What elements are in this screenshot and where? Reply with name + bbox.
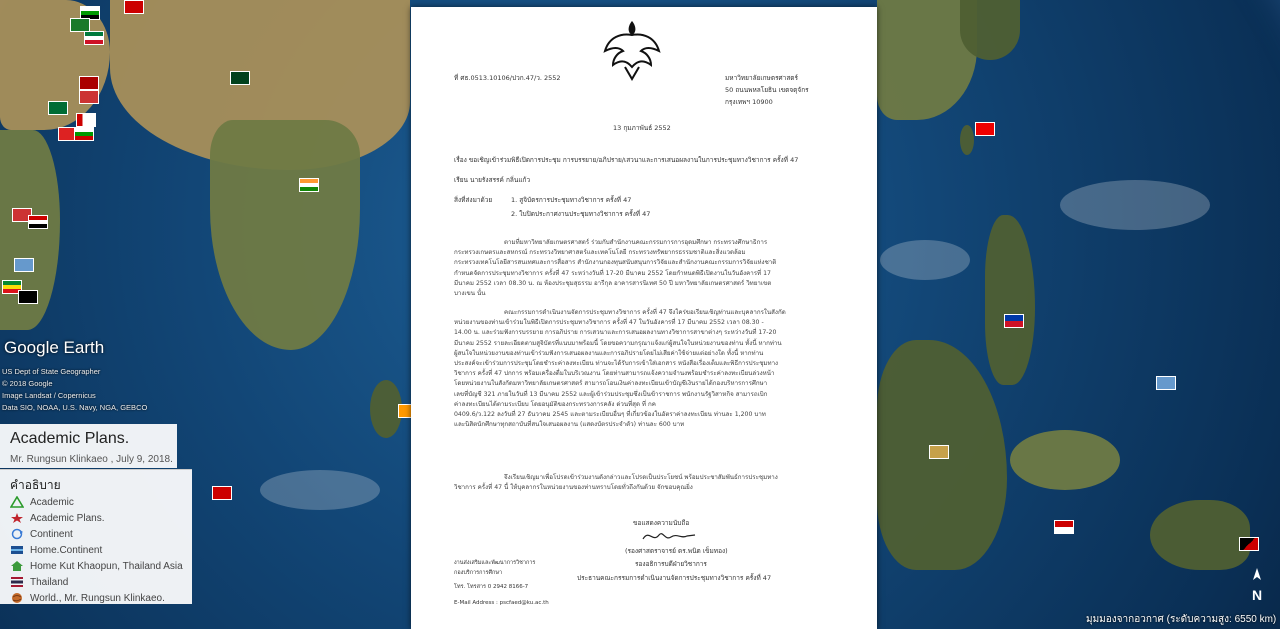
flag-marker[interactable]: [1054, 520, 1074, 534]
tour-info-panel: [0, 424, 177, 468]
imagery-credits: [2, 366, 147, 414]
doc-reference-number: ที่ ศธ.0513.10106/ปวก.47/ว. 2552: [454, 74, 561, 82]
doc-footer-line: โทร. โทรสาร 0 2942 8166-7: [454, 584, 529, 590]
taiwan-landmass: [960, 125, 974, 155]
legend-item-home-kut-khaopun[interactable]: [10, 559, 183, 573]
legend-item-label: Home.Continent: [30, 544, 103, 556]
legend-item-thailand[interactable]: [10, 575, 68, 589]
cloud: [880, 240, 970, 280]
doc-line: เลขที่บัญชี 321 ภายในวันที่ 13 มีนาคม 2552 และผู้เข้าร่วมประชุมซึ่งเป็นข้าราชการ พนักงานรัฐวิสาหกิจ สามารถเบิก: [454, 390, 768, 398]
compass-label: N: [1251, 587, 1263, 603]
doc-line: จึงเรียนเชิญมาเพื่อโปรดเข้าร่วมงานดังกล่าวและโปรดเป็นประโยชน์ พร้อมประชาสัมพันธ์การประชุมทาง: [504, 474, 778, 481]
doc-attachment-item: 1. สูจิบัตรการประชุมทางวิชาการ ครั้งที่ 47: [511, 196, 632, 204]
signature-icon: [639, 527, 699, 545]
doc-line: ค่าลงทะเบียนได้ตามระเบียบ โดยอนุมัติของกระทรวงการคลัง ด่วนที่สุด ที่ กค: [454, 400, 656, 408]
doc-line: และนิสิตนักศึกษาทุกสถาบันที่สนใจเสนอผลงาน (แสดงบัตรประจำตัว) ท่านละ 600 บาท: [454, 421, 685, 429]
flag-marker[interactable]: [18, 290, 38, 304]
garuda-emblem-icon: [601, 17, 663, 83]
doc-line: มีนาคม 2552 รายละเอียดตามสูจิบัตรที่แนบมาพร้อมนี้ โดยขอความกรุณาแจ้งแก่ผู้สนใจในหน่วยงานของท่าน ทั้งนี้ หากท่าน: [454, 339, 782, 347]
flag-marker[interactable]: [14, 258, 34, 272]
legend-title: คำอธิบาย: [10, 478, 61, 492]
doc-paragraph-1: [454, 237, 834, 298]
legend-item-world[interactable]: [10, 591, 165, 605]
legend-item-continent[interactable]: [10, 527, 73, 541]
doc-paragraph-3: [454, 472, 834, 492]
doc-footer-line: กองบริการการศึกษา: [454, 570, 503, 576]
google-earth-logo: Google Earth: [4, 338, 105, 357]
credit-line: Image Landsat / Copernicus: [2, 391, 96, 400]
legend-item-label: Home Kut Khaopun, Thailand Asia: [30, 560, 183, 572]
flag-marker[interactable]: [48, 101, 68, 115]
altitude-status-text: มุมมองจากอวกาศ (ระดับความสูง: 6550 km): [1086, 614, 1277, 625]
doc-line: ผู้สนใจในหน่วยงานของท่านเข้าร่วมฟังการเสนอผลงานและการอภิปรายโดยไม่เสียค่าใช้จ่ายแต่อย่างใด ทั้งนี้ หากท่าน: [454, 349, 764, 357]
triangle-outline-icon: [10, 496, 24, 508]
doc-footer-line: งานส่งเสริมและพัฒนาการวิชาการ: [454, 560, 536, 566]
flag-blue-icon: [10, 544, 24, 556]
flag-marker[interactable]: [84, 31, 104, 45]
doc-closing: ขอแสดงความนับถือ: [633, 519, 690, 527]
flag-marker[interactable]: [74, 127, 94, 141]
doc-line: โดยหน่วยงานในสังกัดมหาวิทยาลัยเกษตรศาสตร์ สามารถโอนเงินค่าลงทะเบียนเข้าบัญชีเงินรายได้กองบริหารการศึกษา: [454, 380, 768, 388]
legend-item-home-continent[interactable]: [10, 543, 102, 557]
doc-line: 0409.6/ว.122 ลงวันที่ 27 ธันวาคม 2545 และตามระเบียบอื่นๆ ที่เกี่ยวข้องในอัตราค่าลงทะเบียน ท่านละ 1,200 บาท: [454, 410, 766, 418]
doc-line: หน่วยงานของท่านเข้าร่วมในพิธีเปิดการประชุมทางวิชาการ ครั้งที่ 47 ในวันอังคารที่ 17 มีนาคม 2552 เวลา 08.30 -: [454, 319, 764, 327]
red-star-icon: [10, 512, 24, 524]
compass-north-icon[interactable]: [1244, 566, 1270, 604]
flag-marker[interactable]: [1239, 537, 1259, 551]
flag-marker-philippines[interactable]: [1004, 314, 1024, 328]
sulawesi-landmass: [1010, 430, 1120, 490]
credit-line: Data SIO, NOAA, U.S. Navy, NGA, GEBCO: [2, 403, 148, 412]
cloud: [260, 470, 380, 510]
doc-org-line: 50 ถนนพหลโยธิน เขตจตุจักร: [725, 86, 809, 94]
credit-line: US Dept of State Geographer: [2, 367, 101, 376]
flag-marker[interactable]: [212, 486, 232, 500]
legend-item-label: Continent: [30, 528, 73, 540]
new-guinea-landmass: [1150, 500, 1250, 570]
legend-panel: [0, 469, 192, 604]
japan-south-landmass: [960, 0, 1020, 60]
doc-date: 13 กุมภาพันธ์ 2552: [613, 124, 671, 132]
doc-line: ตามที่มหาวิทยาลัยเกษตรศาสตร์ ร่วมกับสำนักงานคณะกรรมการการอุดมศึกษา กระทรวงศึกษาธิการ: [504, 239, 768, 246]
flag-marker-india[interactable]: [299, 178, 319, 192]
flag-marker[interactable]: [79, 76, 99, 90]
doc-recipient: เรียน นายรังสรรค์ กลิ่นแก้ว: [454, 176, 531, 184]
legend-item-label: Academic: [30, 496, 74, 508]
doc-line: กระทรวงเทคโนโลยีสารสนเทศและการสื่อสาร สำนักงานกองทุนสนับสนุนการวิจัยและสำนักงานคณะกรรมการวิจัยแห่งชาติ: [454, 259, 777, 267]
legend-item-label: World., Mr. Rungsun Klinkaeo.: [30, 592, 165, 604]
legend-item-academic[interactable]: [10, 495, 74, 509]
flag-marker[interactable]: [76, 113, 96, 127]
cloud: [1060, 180, 1210, 230]
legend-item-academic-plans[interactable]: [10, 511, 104, 525]
globe-icon: [10, 592, 24, 604]
flag-marker-taiwan[interactable]: [975, 122, 995, 136]
legend-item-label: Academic Plans.: [30, 512, 105, 524]
flag-marker[interactable]: [1156, 376, 1176, 390]
doc-paragraph-2: [454, 307, 834, 429]
doc-line: 14.00 น. และร่วมฟังการบรรยาย การอภิปราย การเสวนาและการเสนอผลงานทางวิชาการสาขาต่างๆ ระหว่างวันที่ 17-20: [454, 329, 777, 337]
doc-org-line: กรุงเทพฯ 10900: [725, 98, 773, 106]
flag-marker[interactable]: [79, 90, 99, 104]
doc-line: ประสงค์จะเข้าร่วมการประชุมโดยชำระค่าลงทะเบียน ท่านจะได้รับการเข้าใส่เอกสาร หนังสือเรื่องเต็มและพิธีการประชุมทาง: [454, 359, 779, 367]
doc-signatory-name: (รองศาสตราจารย์ ดร.พนิต เข็มทอง): [625, 547, 728, 555]
tour-title: Academic Plans.: [10, 430, 130, 447]
flag-marker[interactable]: [230, 71, 250, 85]
thai-flag-icon: [10, 576, 24, 588]
invitation-letter-image[interactable]: [411, 7, 877, 629]
doc-attachment-item: 2. ใบปิดประกาศงานประชุมทางวิชาการ ครั้งที่ 47: [511, 210, 651, 218]
flag-marker[interactable]: [929, 445, 949, 459]
doc-line: บางเขน นั้น: [454, 289, 486, 297]
house-icon: [10, 560, 24, 572]
flag-marker[interactable]: [70, 18, 90, 32]
circle-arrow-icon: [10, 528, 24, 540]
flag-marker[interactable]: [124, 0, 144, 14]
doc-signatory-position: รองอธิการบดีฝ่ายวิชาการ: [635, 560, 707, 568]
legend-item-label: Thailand: [30, 576, 69, 588]
doc-line: กำหนดจัดการประชุมทางวิชาการ ครั้งที่ 47 ระหว่างวันที่ 17-20 มีนาคม 2552 โดยกำหนดพิธีเปิดงานในวันอังคารที่ 17: [454, 269, 771, 277]
doc-attachments-label: สิ่งที่ส่งมาด้วย: [454, 196, 493, 204]
doc-line: คณะกรรมการดำเนินงานจัดการประชุมทางวิชาการ ครั้งที่ 47 จึงใคร่ขอเรียนเชิญท่านและบุคลากรในสังกัด: [504, 309, 786, 316]
doc-line: มีนาคม 2552 เวลา 08.30 น. ณ ห้องประชุมสุธรรม อารีกุล อาคารสารนิเทศ 50 ปี มหาวิทยาลัยเกษตรศาสตร์ วิทยาเขต: [454, 279, 772, 287]
doc-footer-line: E-Mail Address : pscfaed@ku.ac.th: [454, 600, 549, 606]
doc-signatory-position: ประธานคณะกรรมการดำเนินงานจัดการประชุมทางวิชาการ ครั้งที่ 47: [577, 574, 772, 582]
doc-line: วิชาการ ครั้งที่ 47 ปกการ พร้อมเครื่องดื่มในบริเวณงาน โดยท่านสามารถแจ้งความจำนงพร้อมชำระค่าลงทะเบียนล่วงหน้า: [454, 370, 775, 378]
credit-line: © 2018 Google: [2, 379, 53, 388]
doc-org-line: มหาวิทยาลัยเกษตรศาสตร์: [725, 74, 799, 82]
doc-subject: เรื่อง ขอเชิญเข้าร่วมพิธีเปิดการประชุม การบรรยาย/อภิปราย/เสวนาและการเสนอผลงานในการประชุมทางวิชาการ ครั้งที่ 47: [454, 156, 799, 164]
doc-line: วิชาการ ครั้งที่ 47 นี้ ให้บุคลากรในหน่วยงานของท่านทราบโดยทั่วถึงกันด้วย จักขอบคุณยิ่ง: [454, 484, 693, 492]
tour-subtitle: Mr. Rungsun Klinkaeo , July 9, 2018.: [10, 454, 173, 465]
flag-marker[interactable]: [28, 215, 48, 229]
doc-line: กระทรวงเกษตรและสหกรณ์ กระทรวงวิทยาศาสตร์และเทคโนโลยี กระทรวงทรัพยากรธรรมชาติและสิ่งแวดล้อม: [454, 249, 746, 257]
